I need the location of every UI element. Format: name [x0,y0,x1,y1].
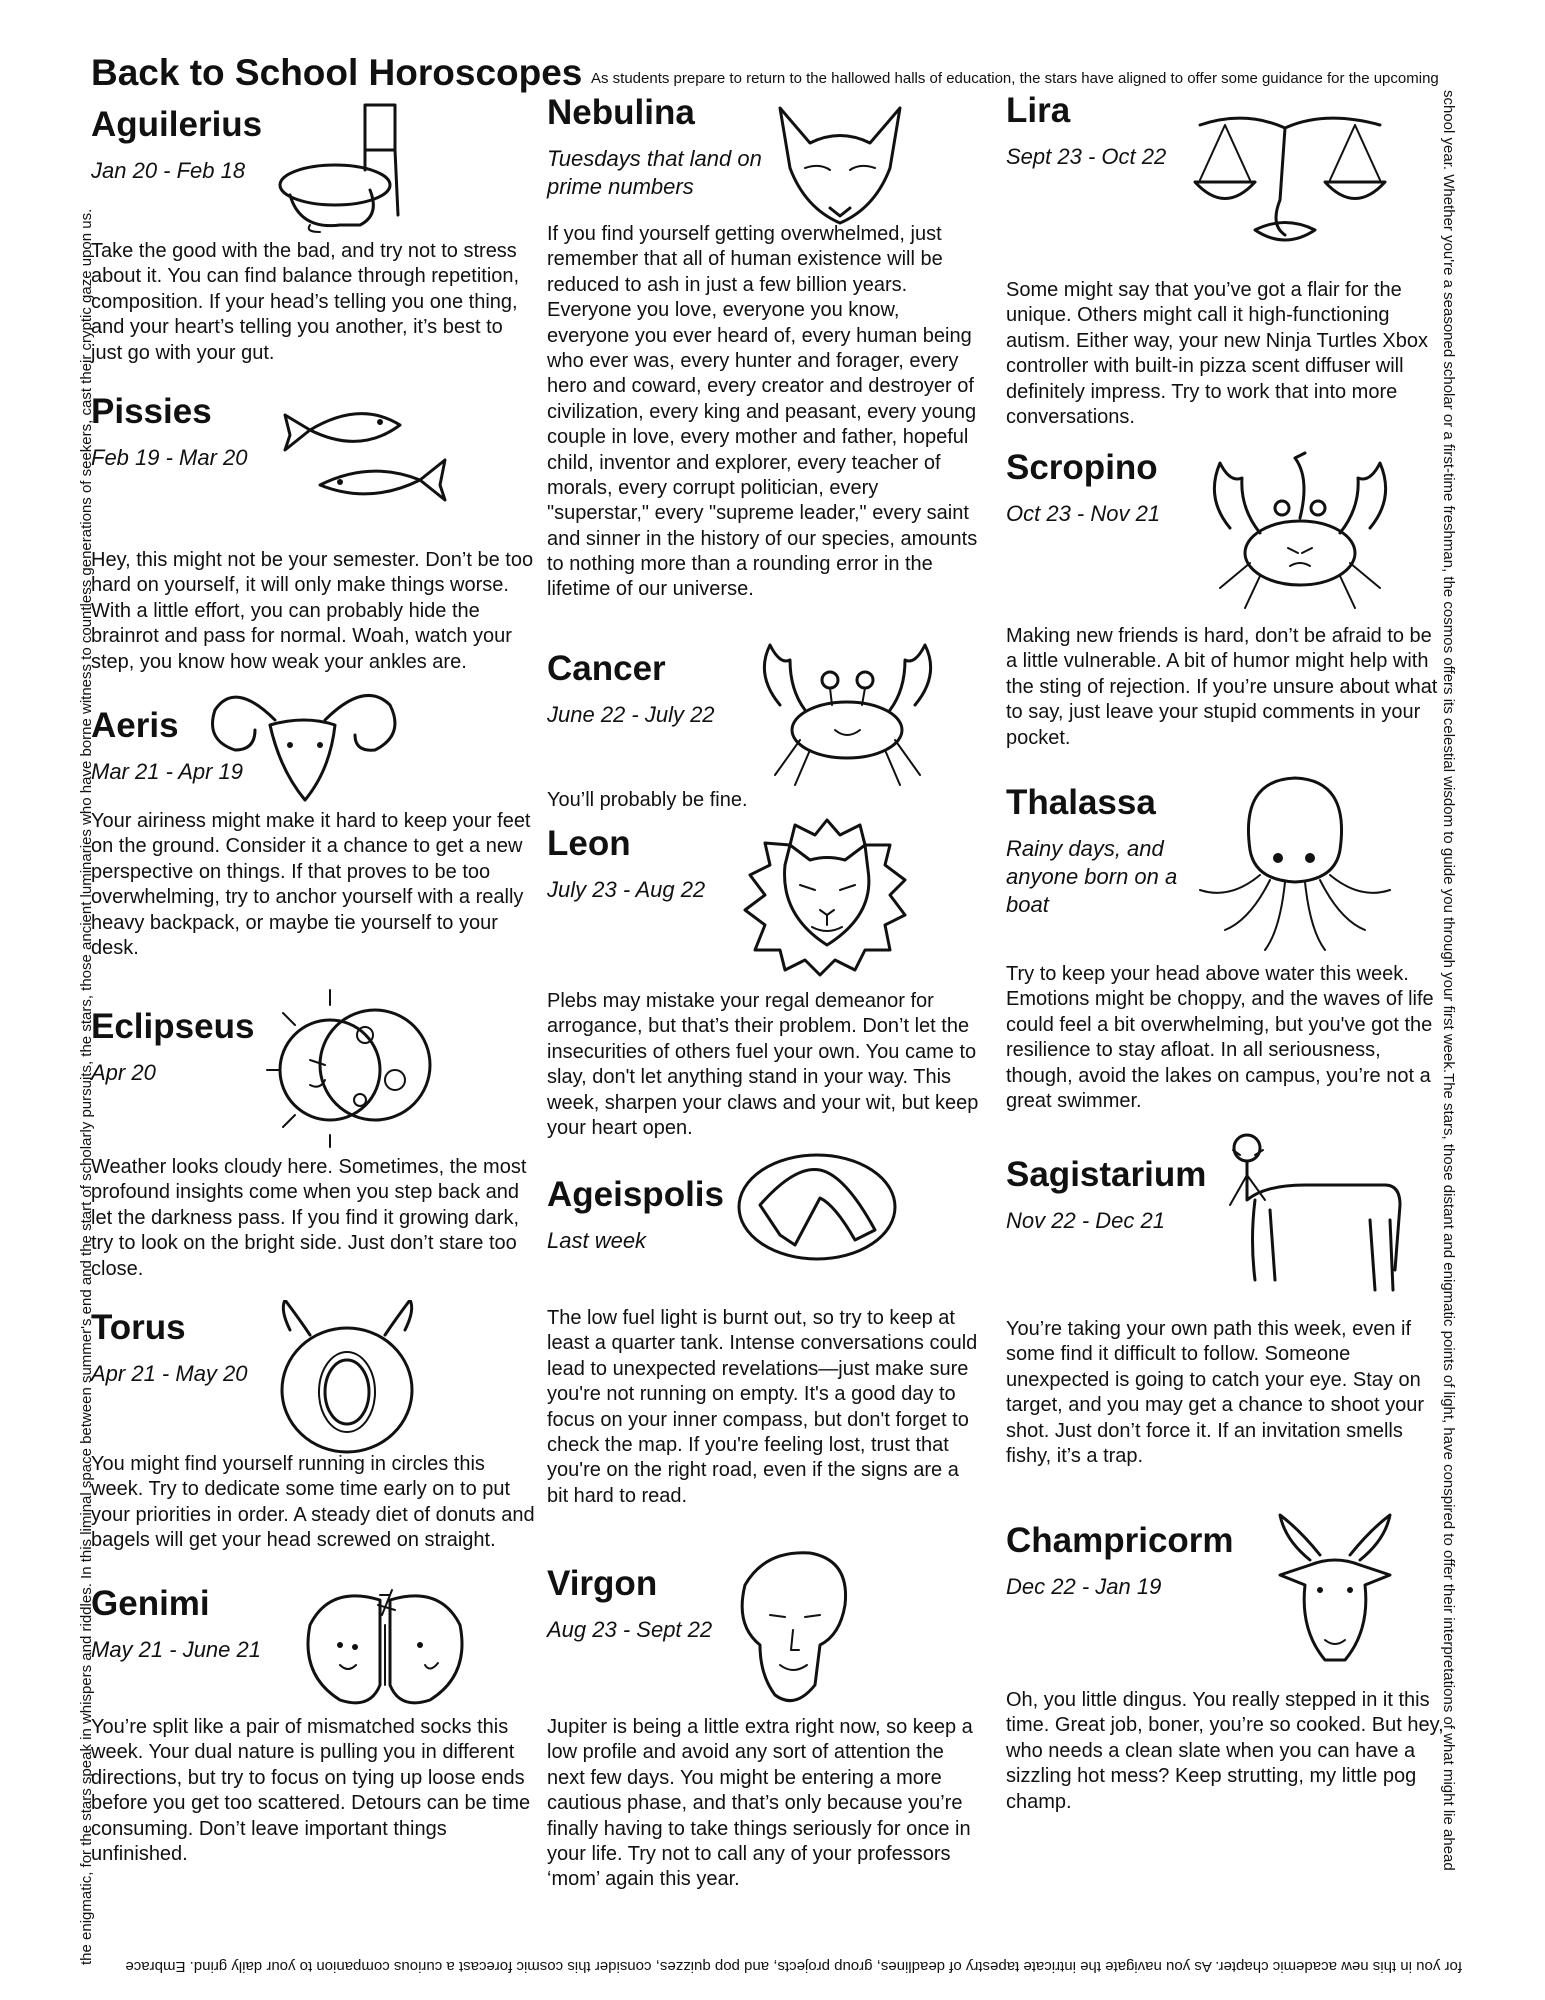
sign-text: Plebs may mistake your regal demeanor for arrogance, but that’s their problem. Don’t let the insecurities of others fuel your own. You came to slay, don't let anything stand in your way. This week, sharpen your claws and your wit, but keep your heart open. [547,990,979,1139]
sign-name: Sagistarium [1006,1155,1207,1194]
sign-name: Lira [1006,91,1071,130]
sign-name: Torus [91,1308,186,1347]
octopus-icon [1190,770,1395,955]
sign-name: Thalassa [1006,783,1156,822]
sign-name: Scropino [1006,448,1158,487]
aphex-logo-icon [735,1150,900,1265]
twin-faces-icon [300,1585,470,1715]
sign-name: Aeris [91,706,179,745]
sign-dates: Aug 23 - Sept 22 [547,1616,713,1642]
sign-dates: July 23 - Aug 22 [547,876,706,902]
intro-text-bottom: for you in this new academic chapter. As you navigate the intricate tapestry of deadlines, group projects, and pop quizzes, consider this cosmic forecast a curious companion to your daily grind. Embrace [125,1958,1462,1975]
sign-dates: Apr 21 - May 20 [91,1360,248,1386]
sign-text: You might find yourself running in circles this week. Try to dedicate some time early on to put your priorities in order. A steady diet of donuts and bagels will get your head screwed on straight. [91,1453,535,1552]
sign-text: You’re split like a pair of mismatched socks this week. Your dual nature is pulling you in different directions, but try to focus on tying up loose ends before you get too scattered. Detours can be time consuming. Don’t leave important things unfinished. [91,1716,531,1865]
sign-text: You’re taking your own path this week, even if some find it difficult to follow. Someone unexpected is going to catch your eye. Stay on target, and you may get a chance to shoot your shot. Just don’t force it. If an invitation smells fishy, it’s a trap. [1006,1318,1425,1467]
page-title: Back to School Horoscopes [91,52,583,93]
sign-text: The low fuel light is burnt out, so try to keep at least a quarter tank. Intense conversations could lead to unexpected revelations—just make sure you're not running on empty. It's a good day to focus on your inner compass, but don't forget to check the map. If you're feeling lost, trust that you're on the right road, even if the signs are a bit hard to read. [547,1307,978,1507]
sign-text: Oh, you little dingus. You really stepped in it this time. Great job, boner, you’re so cooked. But hey, who needs a clean slate when you can have a sizzling hot mess? Keep strutting, my little pog champ. [1006,1689,1444,1813]
sign-dates: Oct 23 - Nov 21 [1006,500,1161,526]
sign-name: Cancer [547,649,666,688]
sign-name: Virgon [547,1564,658,1603]
centaur-icon [1225,1130,1415,1295]
sign-text: Take the good with the bad, and try not to stress about it. You can find balance through repetition, composition. If your head’s telling you one thing, and your heart’s telling you another, it’s best to just go with your gut. [91,240,520,364]
lion-icon [740,815,915,980]
sign-text: Making new friends is hard, don’t be afraid to be a little vulnerable. A bit of humor might help with the sting of rejection. If you’re unsure about what to say, just leave your stupid comments in your pocket. [1006,625,1438,749]
sign-dates: Dec 22 - Jan 19 [1006,1573,1162,1599]
sign-text: Try to keep your head above water this week. Emotions might be choppy, and the waves of life could feel a bit overwhelming, but you've got the resilience to stay afloat. In all seriousness, though, avoid the lakes on campus, you’re not a great swimmer. [1006,963,1434,1112]
sign-name: Nebulina [547,93,695,132]
sign-dates: June 22 - July 22 [547,701,715,727]
sign-name: Leon [547,824,631,863]
sign-name: Champricorm [1006,1521,1234,1560]
sign-name: Aguilerius [91,105,263,144]
fish-icon [280,400,450,510]
sign-text: Jupiter is being a little extra right now, so keep a low profile and avoid any sort of attention the next few days. You might be entering a more cautious phase, and that’s only because you’re finally having to take things seriously for once in your life. Try not to call any of your professors ‘mom’ again this year. [547,1716,973,1891]
intro-text-top: As students prepare to return to the hallowed halls of education, the stars have aligned to offer some guidance for the upcoming [591,70,1439,87]
scorpion-crab-icon [1200,448,1400,613]
ram-icon [205,680,405,810]
sign-dates: Apr 20 [91,1059,156,1085]
sign-text: If you find yourself getting overwhelmed, just remember that all of human existence will be reduced to ash in just a few billion years. Everyone you love, everyone you know, everyone you ever heard of, every human being who ever was, every hunter and forager, every hero and coward, every creator and destroyer of civilization, every king and peasant, every young couple in love, every mother and father, hopeful child, inventor and explorer, every teacher of morals, every corrupt politician, every "superstar," every "supreme leader," every saint and sinner in the history of our species, amounts to nothing more than a rounding error in the lifetime of our universe. [547,223,978,601]
eclipse-icon [265,985,440,1150]
sign-dates: May 21 - June 21 [91,1636,261,1662]
sign-text: Some might say that you’ve got a flair for the unique. Others might call it high-functioning autism. Either way, your new Ninja Turtles Xbox controller with built-in pizza scent diffuser will definitely impress. Try to work that into more conversations. [1006,279,1429,428]
goat-icon [1265,1510,1405,1670]
sign-dates: Tuesdays that land on prime numbers [547,145,762,199]
sign-text: You’ll probably be fine. [547,789,748,811]
sign-dates: Rainy days, and anyone born on a boat [1006,835,1178,917]
sign-name: Eclipseus [91,1007,255,1046]
intro-text-right: school year. Whether you're a seasoned scholar or a first-time freshman, the cosmos offers its celestial wisdom to guide you through your first week.The stars, those distant and enigmatic points of light, have conspired to offer their interpretations of what might lie ahead [1440,90,1457,1871]
sign-dates: Mar 21 - Apr 19 [91,758,244,784]
sign-dates: Nov 22 - Dec 21 [1006,1207,1165,1233]
sign-name: Ageispolis [547,1175,724,1214]
scales-face-icon [1185,100,1395,270]
sign-dates: Sept 23 - Oct 22 [1006,143,1167,169]
sign-dates: Last week [547,1227,647,1253]
toilet-icon [270,100,420,235]
fox-icon [765,98,915,228]
sign-name: Genimi [91,1584,210,1623]
sign-text: Your airiness might make it hard to keep your feet on the ground. Consider it a chance to get a new perspective on things. If that proves to be too overwhelming, try to anchor yourself with a really heavy backpack, or maybe tie yourself to your desk. [91,810,531,959]
crab-icon [750,635,945,790]
sign-dates: Jan 20 - Feb 18 [91,157,246,183]
horned-donut-icon [270,1300,425,1460]
sign-name: Pissies [91,392,212,431]
intro-text-left: the enigmatic, for the stars speak in whispers and riddles. In this liminal space between summer's end and the start of scholarly pursuits, the stars, those ancient luminaries who have borne witness to countless generations of seekers, cast their cryptic gaze upon us. [78,208,95,1965]
sign-dates: Feb 19 - Mar 20 [91,444,248,470]
sign-text: Hey, this might not be your semester. Don’t be too hard on yourself, it will only make things worse. With a little effort, you can probably hide the brainrot and pass for normal. Woah, watch your step, you know how weak your ankles are. [91,549,534,673]
sign-text: Weather looks cloudy here. Sometimes, the most profound insights come when you step back and let the darkness pass. If you find it growing dark, try to look on the bright side. Just don’t stare too close. [91,1156,527,1280]
face-icon [725,1545,855,1715]
